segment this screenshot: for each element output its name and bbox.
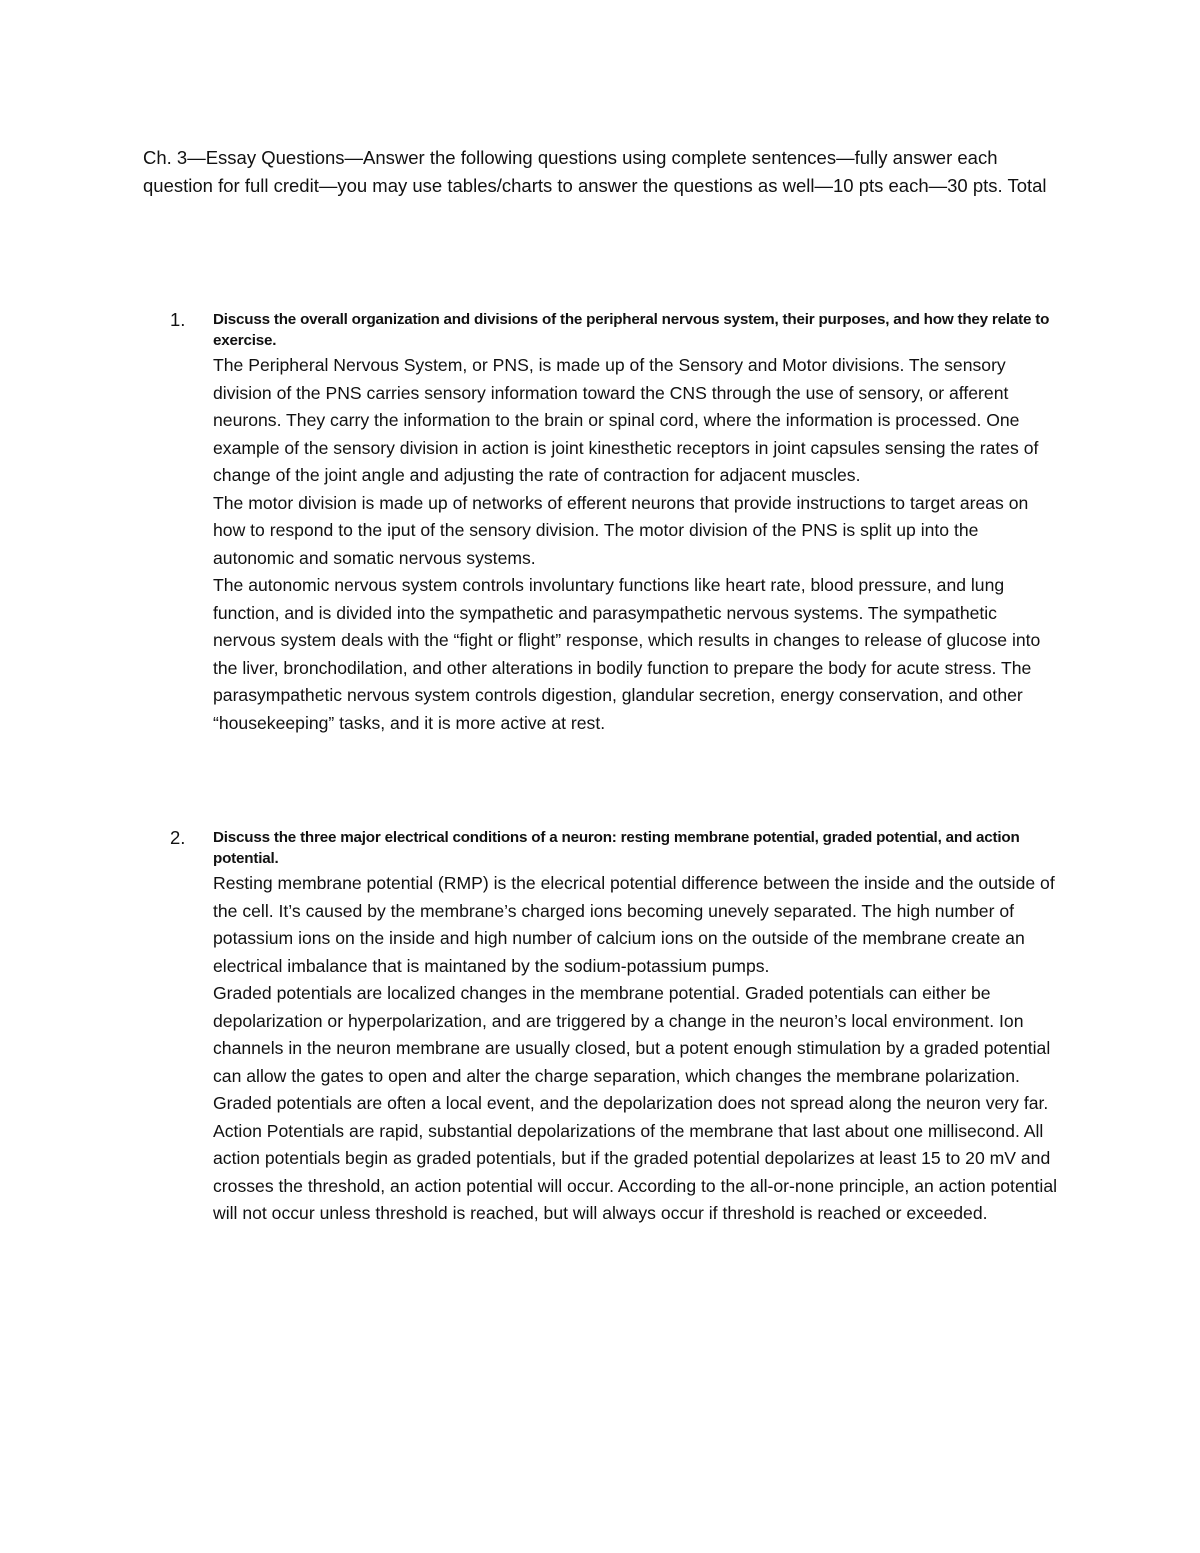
answer-paragraph: The motor division is made up of networks of efferent neurons that provide instructions to target areas on how to respond to the iput of the sensory division. The motor division of the PNS is split up into the autonomic and somatic nervous systems.	[213, 492, 1029, 568]
question-number: 1.	[170, 309, 186, 330]
question-body	[213, 827, 1063, 1228]
answer-paragraph: Action Potentials are rapid, substantial depolarizations of the membrane that last about one millisecond. All action potentials begin as graded potentials, but if the graded potential depolarizes at least 15 to 20 mV and crosses the threshold, an action potential will occur. According to the all-or-none principle, an action potential will not occur unless threshold is reached, but will always occur if threshold is reached or exceeded.	[213, 1120, 1058, 1223]
question-body	[213, 309, 1063, 737]
answer-paragraph: The autonomic nervous system controls involuntary functions like heart rate, blood pressure, and lung function, and is divided into the sympathetic and parasympathetic nervous systems. The sympathetic nervous system deals with the “fight or flight” response, which results in changes to release of glucose into the liver, bronchodilation, and other alterations in bodily function to prepare the body for acute stress. The parasympathetic nervous system controls digestion, glandular secretion, energy conservation, and other “housekeeping” tasks, and it is more active at rest.	[213, 575, 1041, 733]
assignment-instructions: Ch. 3—Essay Questions—Answer the following questions using complete sentences—fully answer each question for full credit—you may use tables/charts to answer the questions as well—10 pts each—30 pts. Total	[143, 147, 1047, 196]
question-prompt: Discuss the three major electrical conditions of a neuron: resting membrane potential, graded potential, and action potential.	[213, 829, 1020, 867]
answer-paragraph: Graded potentials are localized changes in the membrane potential. Graded potentials can either be depolarization or hyperpolarization, and are triggered by a change in the neuron’s local environment. Ion channels in the neuron membrane are usually closed, but a potent enough stimulation by a graded potential can allow the gates to open and alter the charge separation, which changes the membrane polarization. Graded potentials are often a local event, and the depolarization does not spread along the neuron very far.	[213, 983, 1051, 1113]
question-prompt: Discuss the overall organization and divisions of the peripheral nervous system, their purposes, and how they relate to exercise.	[213, 311, 1050, 349]
answer-paragraph: Resting membrane potential (RMP) is the elecrical potential difference between the inside and the outside of the cell. It’s caused by the membrane’s charged ions becoming unevely separated. The high number of potassium ions on the inside and high number of calcium ions on the outside of the membrane create an electrical imbalance that is maintaned by the sodium-potassium pumps.	[213, 873, 1055, 976]
answer-paragraph: The Peripheral Nervous System, or PNS, is made up of the Sensory and Motor divisions. The sensory division of the PNS carries sensory information toward the CNS through the use of sensory, or afferent neurons. They carry the information to the brain or spinal cord, where the information is processed. One example of the sensory division in action is joint kinesthetic receptors in joint capsules sensing the rates of change of the joint angle and adjusting the rate of contraction for adjacent muscles.	[213, 355, 1039, 485]
question-number: 2.	[170, 827, 186, 848]
